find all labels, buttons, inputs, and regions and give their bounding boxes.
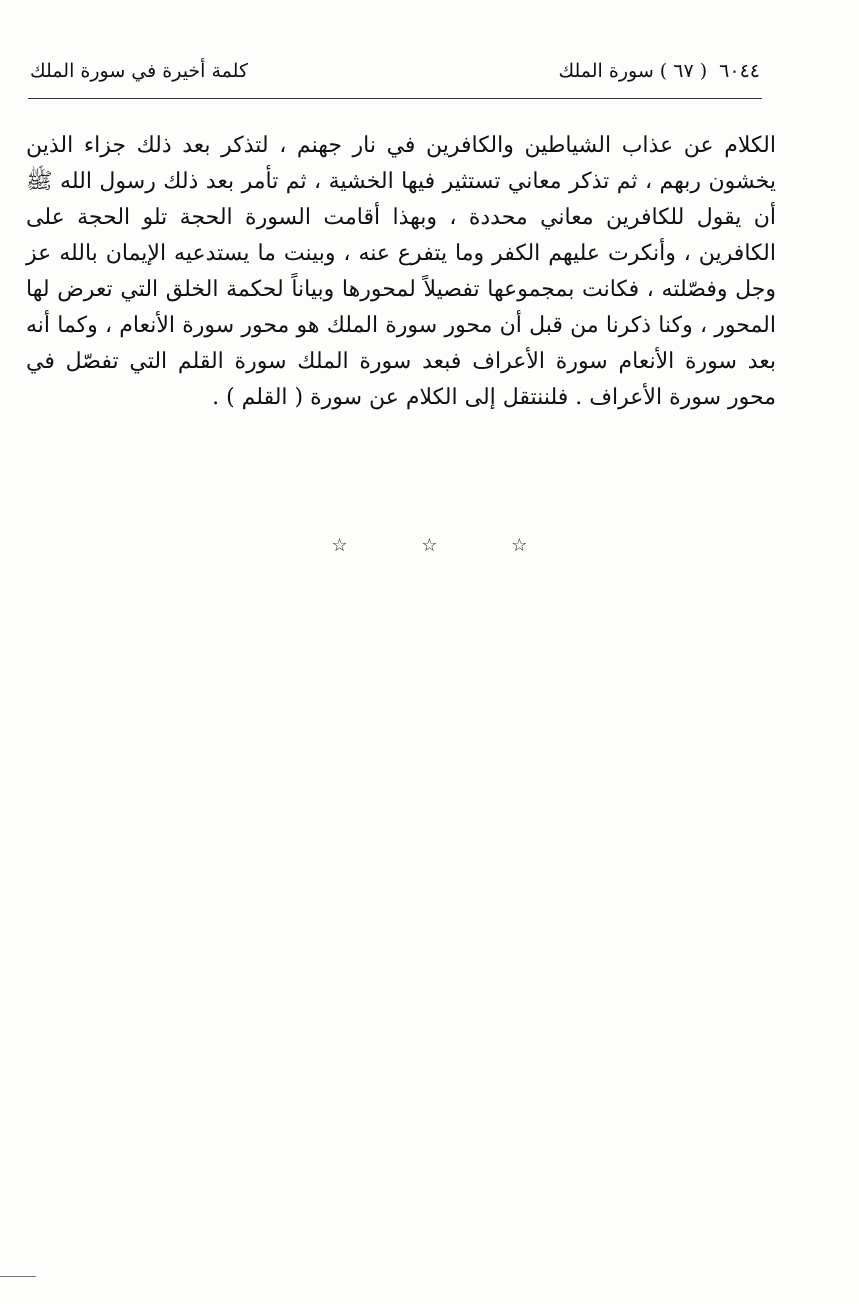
scan-edge-mark [0,1276,36,1277]
star-icon: ☆ [331,535,348,556]
star-icon: ☆ [511,535,528,556]
page-header [30,60,760,94]
section-separator [0,535,859,556]
header-divider [28,98,762,99]
page-number-block [552,60,760,82]
body-text [26,128,776,416]
page-number: ٦٠٤٤ [719,60,760,82]
body-paragraph: الكلام عن عذاب الشياطين والكافرين في نار جهنم ، لتذكر بعد ذلك جزاء الذين يخشون ربهم ، ثم تذكر معاني تستثير فيها الخشية ، ثم تأمر بعد ذلك رسول الله ﷺ أن يقول للكافرين معاني محددة ، وبهذا أقامت السورة الحجة تلو الحجة على الكافرين ، وأنكرت عليهم الكفر وما يتفرع عنه ، وبينت ما يستدعيه الإيمان بالله عز وجل وفصّلته ، فكانت بمجموعها تفصيلاً لمحورها وبياناً لحكمة الخلق التي تعرض لها المحور ، وكنا ذكرنا من قبل أن محور سورة الملك هو محور سورة الأنعام ، وكما أنه بعد سورة الأنعام سورة الأعراف فبعد سورة الملك سورة القلم التي تفصّل في محور سورة الأعراف . فلننتقل إلى الكلام عن سورة ( القلم ) . [26,133,776,410]
running-title: كلمة أخيرة في سورة الملك [30,60,248,82]
surah-info: ( ٦٧ ) سورة الملك [558,60,708,82]
star-icon: ☆ [421,535,438,556]
